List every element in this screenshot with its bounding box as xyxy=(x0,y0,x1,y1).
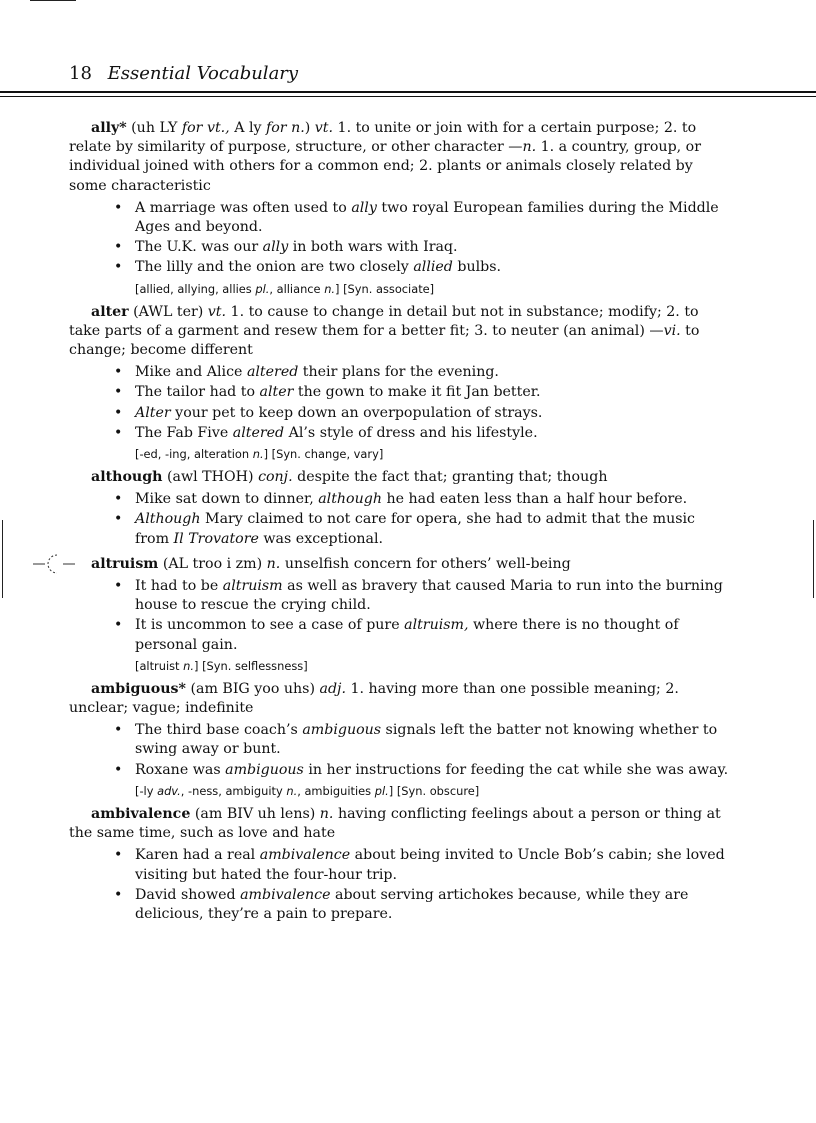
text-run: unselfish concern for others’ well-being xyxy=(280,555,571,572)
italic-text: n. xyxy=(266,555,281,572)
italic-text: ambiguous xyxy=(225,761,304,778)
text-run: about being invited to Uncle Bob’s cabin; she loved visiting but hated the four-hour trip. xyxy=(135,847,725,883)
text-run: ] [Syn. associate] xyxy=(335,281,435,296)
example-sentence xyxy=(69,886,729,924)
header-rule-thin xyxy=(0,96,816,97)
headword: although xyxy=(91,469,163,486)
text-run: two royal European families during the Middle Ages and beyond. xyxy=(135,199,719,236)
example-sentence xyxy=(69,490,729,509)
dictionary-entry xyxy=(69,805,729,924)
page-number: 18 xyxy=(69,63,92,84)
example-list xyxy=(69,577,729,655)
dictionary-entry xyxy=(69,555,729,674)
text-run: (am BIG yoo uhs) xyxy=(185,680,320,697)
text-run: the gown to make it fit Jan better. xyxy=(293,384,541,401)
example-sentence xyxy=(69,846,729,884)
text-run: (uh LY xyxy=(126,120,182,136)
text-run: 1. to unite or join with for a certain purpose; 2. to relate by similarity of purpose, structure, or other character — xyxy=(69,120,697,156)
headword: ally* xyxy=(91,120,127,136)
text-run: [-ed, -ing, alteration xyxy=(135,447,253,462)
example-sentence xyxy=(69,577,729,615)
text-run: 1. having more than one possible meaning; 2. unclear; vague; indefinite xyxy=(69,680,679,717)
text-run: he had eaten less than a half hour before. xyxy=(381,491,688,508)
example-sentence xyxy=(69,761,729,780)
italic-text: pl. xyxy=(255,281,270,296)
entry-definition xyxy=(69,680,729,718)
italic-text: allied xyxy=(413,259,453,276)
text-run: their plans for the evening. xyxy=(298,364,499,381)
example-sentence xyxy=(69,238,729,257)
text-run: in her instructions for feeding the cat while she was away. xyxy=(303,761,729,778)
headword: altruism xyxy=(91,555,159,572)
text-run: The tailor had to xyxy=(135,384,260,401)
text-run: to change; become different xyxy=(69,322,700,359)
entry-definition xyxy=(69,303,729,361)
text-run: (AL troo i zm) xyxy=(158,555,267,572)
margin-mark-left xyxy=(2,520,3,598)
italic-text: alter xyxy=(259,384,294,401)
dictionary-entries xyxy=(69,119,729,930)
word-forms xyxy=(135,658,729,674)
text-run: having conflicting feelings about a person or thing at the same time, such as love and hate xyxy=(69,805,721,842)
text-run: 1. to cause to change in detail but not in substance; modify; 2. to take parts of a garment and resew them for a better fit; 3. to neuter (an animal) — xyxy=(69,303,699,339)
text-run: David showed xyxy=(135,886,241,903)
example-sentence xyxy=(69,363,729,382)
word-forms xyxy=(135,446,729,462)
text-run: as well as bravery that caused Maria to run into the burning house to rescue the crying child. xyxy=(135,578,723,614)
book-title: Essential Vocabulary xyxy=(107,63,299,84)
italic-text: pl. xyxy=(374,783,389,798)
margin-mark-right xyxy=(813,520,814,598)
italic-text: vt. xyxy=(314,120,334,136)
italic-text: n. xyxy=(324,281,336,296)
italic-text: for vt., xyxy=(181,120,230,136)
running-header xyxy=(69,63,298,84)
text-run: Karen had a real xyxy=(135,847,260,864)
italic-text: altered xyxy=(246,364,299,381)
example-list xyxy=(69,363,729,443)
text-run: where there is no thought of personal gain. xyxy=(135,617,679,653)
dictionary-entry xyxy=(69,468,729,549)
headword: ambivalence xyxy=(91,805,191,822)
italic-text: adv. xyxy=(157,783,181,798)
italic-text: vi. xyxy=(663,322,681,339)
example-sentence xyxy=(69,424,729,443)
example-sentence xyxy=(69,258,729,277)
italic-text: n. xyxy=(252,447,264,462)
italic-text: vt. xyxy=(207,303,227,320)
entry-definition xyxy=(69,805,729,843)
text-run: It is uncommon to see a case of pure xyxy=(135,617,405,634)
word-forms xyxy=(135,783,729,799)
italic-text: ally xyxy=(351,199,377,216)
text-run: [altruist xyxy=(135,658,184,673)
text-run: Mike sat down to dinner, xyxy=(135,491,319,508)
text-run: , -ness, ambiguity xyxy=(180,783,287,798)
text-run: ) xyxy=(304,120,315,136)
italic-text: n. xyxy=(319,805,334,822)
dictionary-entry xyxy=(69,303,729,462)
text-run: , ambiguities xyxy=(297,783,375,798)
example-sentence xyxy=(69,510,729,548)
text-run: The Fab Five xyxy=(135,424,233,441)
italic-text: adj. xyxy=(319,680,346,697)
italic-text: altruism, xyxy=(404,617,469,634)
italic-text: ambivalence xyxy=(240,886,331,903)
italic-text: altruism xyxy=(222,578,283,595)
text-run: was exceptional. xyxy=(258,530,384,547)
example-sentence xyxy=(69,721,729,759)
text-run: (AWL ter) xyxy=(128,303,208,320)
text-run: [allied, allying, allies xyxy=(135,281,256,296)
italic-text: Il Trovatore xyxy=(173,530,259,547)
italic-text: ally xyxy=(262,239,289,256)
italic-text: altered xyxy=(232,424,285,441)
text-run: Al’s style of dress and his lifestyle. xyxy=(284,424,538,441)
text-run: It had to be xyxy=(135,578,223,595)
word-forms xyxy=(135,281,729,297)
italic-text: Alter xyxy=(135,404,171,421)
text-run: Mike and Alice xyxy=(135,364,247,381)
text-run: despite the fact that; granting that; though xyxy=(292,469,608,486)
italic-text: n. xyxy=(522,139,537,156)
italic-text: ambiguous xyxy=(302,722,382,739)
italic-text: conj. xyxy=(258,469,293,486)
example-sentence xyxy=(69,199,729,237)
crop-mark-top xyxy=(30,0,76,1)
text-run: The third base coach’s xyxy=(135,722,303,739)
text-run: signals left the batter not knowing whether to swing away or bunt. xyxy=(135,722,718,758)
italic-text: n. xyxy=(286,783,298,798)
text-run: ] [Syn. change, vary] xyxy=(263,447,384,462)
italic-text: ambivalence xyxy=(259,847,351,864)
example-sentence xyxy=(69,383,729,402)
text-run: (awl THOH) xyxy=(162,469,259,486)
example-sentence xyxy=(69,404,729,423)
example-list xyxy=(69,721,729,780)
entry-definition xyxy=(69,555,729,574)
example-list xyxy=(69,846,729,924)
dictionary-entry xyxy=(69,680,729,799)
text-run: , alliance xyxy=(269,281,325,296)
text-run: about serving artichokes because, while they are delicious, they’re a pain to prepare. xyxy=(135,886,689,922)
text-run: ] [Syn. selflessness] xyxy=(194,658,308,673)
italic-text: Although xyxy=(135,511,201,528)
text-run: your pet to keep down an overpopulation of strays. xyxy=(170,404,543,421)
text-run: 1. a country, group, or individual joined with others for a common end; 2. plants or animals closely related by some characteristic xyxy=(69,139,701,194)
text-run: (am BIV uh lens) xyxy=(190,805,320,822)
headword: alter xyxy=(91,303,129,320)
text-run: The lilly and the onion are two closely xyxy=(135,259,414,276)
text-run: Mary claimed to not care for opera, she had to admit that the music from xyxy=(135,511,695,547)
entry-definition xyxy=(69,468,729,487)
text-run: in both wars with Iraq. xyxy=(288,239,458,256)
text-run: A ly xyxy=(229,120,267,136)
example-sentence xyxy=(69,616,729,654)
header-rule-thick xyxy=(0,91,816,93)
dictionary-entry xyxy=(69,119,729,297)
text-run: bulbs. xyxy=(452,259,502,276)
text-run: [-ly xyxy=(135,783,158,798)
italic-text: although xyxy=(318,491,382,508)
text-run: Roxane was xyxy=(135,761,226,778)
text-run: A marriage was often used to xyxy=(135,199,352,216)
example-list xyxy=(69,199,729,278)
headword: ambiguous* xyxy=(91,680,186,697)
example-list xyxy=(69,490,729,549)
text-run: The U.K. was our xyxy=(135,239,263,256)
italic-text: n. xyxy=(183,658,194,673)
italic-text: for n. xyxy=(266,120,305,136)
entry-definition xyxy=(69,119,729,196)
text-run: ] [Syn. obscure] xyxy=(388,783,480,798)
